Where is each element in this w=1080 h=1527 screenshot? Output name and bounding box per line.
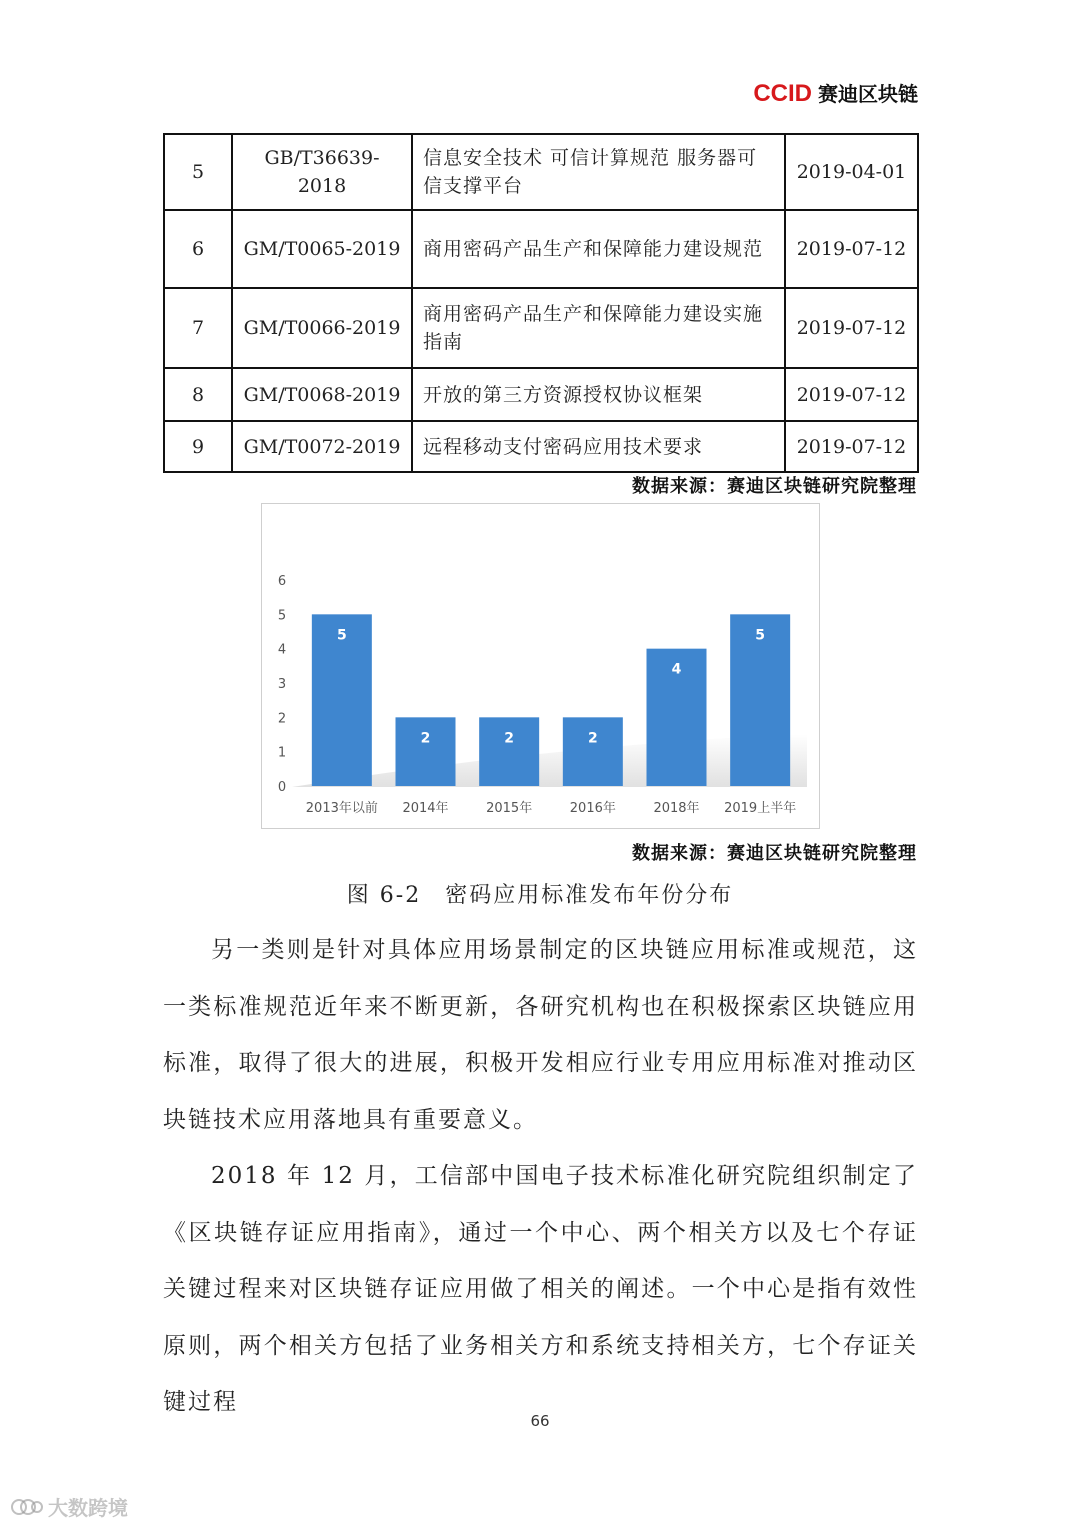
figure-caption: 图 6-2 密码应用标准发布年份分布 <box>346 883 734 908</box>
y-tick-label: 2 <box>277 711 287 727</box>
publish-date: 2019-07-12 <box>785 210 918 288</box>
watermark <box>10 1492 128 1521</box>
bar-chart <box>261 503 820 829</box>
standards-table <box>163 133 919 473</box>
table-source-note: 数据来源：赛迪区块链研究院整理 <box>632 476 917 497</box>
bar-value-label: 2 <box>504 730 515 747</box>
standard-name: 开放的第三方资源授权协议框架 <box>412 368 785 421</box>
standard-code: GB/T36639-2018 <box>232 134 412 210</box>
y-tick-label: 4 <box>277 642 287 658</box>
row-number: 5 <box>164 134 232 210</box>
bar <box>563 717 623 786</box>
logo-text: 赛迪区块链 <box>818 82 918 106</box>
standard-name: 远程移动支付密码应用技术要求 <box>412 421 785 472</box>
logo-brand: CCID <box>753 80 812 107</box>
row-number: 8 <box>164 368 232 421</box>
standard-name: 信息安全技术 可信计算规范 服务器可信支撑平台 <box>412 134 785 210</box>
standard-code: GM/T0065-2019 <box>232 210 412 288</box>
row-number: 6 <box>164 210 232 288</box>
bar <box>479 717 539 786</box>
bar-value-label: 2 <box>587 730 598 747</box>
watermark-logo-icon <box>10 1496 44 1518</box>
standard-code: GM/T0068-2019 <box>232 368 412 421</box>
standard-name: 商用密码产品生产和保障能力建设规范 <box>412 210 785 288</box>
x-category-label: 2014年 <box>402 801 449 816</box>
publish-date: 2019-07-12 <box>785 368 918 421</box>
body-paragraph: 2018 年 12 月，工信部中国电子技术标准化研究院组织制定了《区块链存证应用指南》，通过一个中心、两个相关方以及七个存证关键过程来对区块链存证应用做了相关的阐述。一个中心是指有效性原则，两个相关方包括了业务相关方和系统支持相关方，七个存证关键过程 <box>163 1163 918 1415</box>
bar-chart-svg <box>262 504 819 828</box>
x-category-label: 2018年 <box>653 801 700 816</box>
y-tick-label: 1 <box>277 745 287 761</box>
row-number: 9 <box>164 421 232 472</box>
table-row <box>164 421 918 472</box>
x-category-label: 2019上半年 <box>724 801 797 816</box>
table-row <box>164 288 918 368</box>
standard-name: 商用密码产品生产和保障能力建设实施指南 <box>412 288 785 368</box>
watermark-text: 大数跨境 <box>48 1496 128 1520</box>
y-tick-label: 3 <box>277 677 287 692</box>
bar <box>396 717 456 786</box>
x-category-label: 2013年以前 <box>305 801 378 816</box>
y-tick-label: 6 <box>277 574 287 589</box>
header-logo <box>753 78 918 108</box>
chart-source-note: 数据来源：赛迪区块链研究院整理 <box>632 843 917 864</box>
publish-date: 2019-07-12 <box>785 421 918 472</box>
publish-date: 2019-04-01 <box>785 134 918 210</box>
row-number: 7 <box>164 288 232 368</box>
bar-value-label: 4 <box>671 661 682 678</box>
body-paragraph: 另一类则是针对具体应用场景制定的区块链应用标准或规范，这一类标准规范近年来不断更新，各研究机构也在积极探索区块链应用标准，取得了很大的进展，积极开发相应行业专用应用标准对推动区块链技术应用落地具有重要意义。 <box>163 937 918 1133</box>
table-row <box>164 210 918 288</box>
page-number: 66 <box>530 1412 550 1430</box>
y-tick-label: 5 <box>277 608 287 624</box>
standard-code: GM/T0072-2019 <box>232 421 412 472</box>
x-category-label: 2015年 <box>486 801 533 816</box>
x-category-label: 2016年 <box>569 801 616 816</box>
publish-date: 2019-07-12 <box>785 288 918 368</box>
bar-value-label: 5 <box>755 627 766 644</box>
table-row <box>164 368 918 421</box>
y-tick-label: 0 <box>277 780 287 795</box>
bar-value-label: 2 <box>420 730 431 747</box>
table-row <box>164 134 918 210</box>
standard-code: GM/T0066-2019 <box>232 288 412 368</box>
bar-value-label: 5 <box>336 627 347 644</box>
